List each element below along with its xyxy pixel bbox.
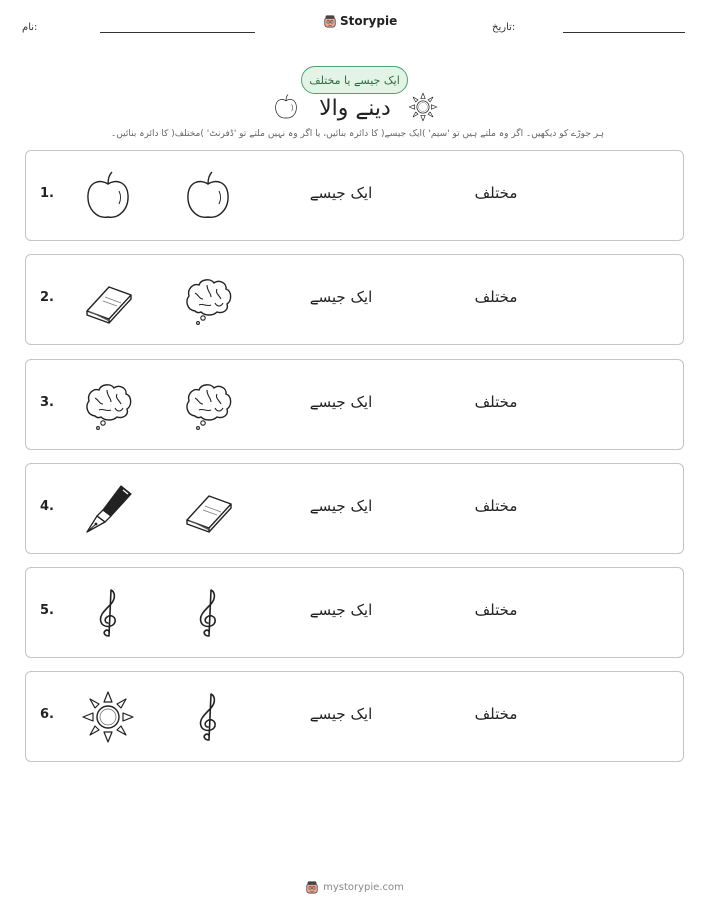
topic-pill: ایک جیسے یا مختلف — [301, 66, 408, 94]
date-line[interactable] — [563, 32, 685, 33]
different-option[interactable]: مختلف — [474, 288, 518, 306]
question-number: 6. — [40, 707, 54, 722]
mascot-icon — [323, 14, 337, 28]
name-label: نام: — [22, 22, 38, 33]
treble-clef-icon — [181, 586, 235, 640]
instructions: ہر جوڑے کو دیکھیں۔ اگر وہ ملتے ہیں تو 'سیم' )ایک جیسے( کا دائرہ بنائیں، یا اگر وہ نہیں ملتے تو 'ڈفرنٹ' )مختلف( کا دائرہ بنائیں۔ — [111, 129, 604, 139]
name-line[interactable] — [100, 32, 255, 33]
book-icon — [181, 482, 235, 536]
treble-clef-icon — [81, 586, 135, 640]
same-option[interactable]: ایک جیسے — [309, 601, 373, 619]
same-option[interactable]: ایک جیسے — [309, 497, 373, 515]
footer-url[interactable]: mystorypie.com — [323, 881, 404, 893]
question-row — [25, 463, 684, 554]
question-row — [25, 150, 684, 241]
question-number: 4. — [40, 499, 54, 514]
question-number: 3. — [40, 395, 54, 410]
apple-icon — [272, 93, 300, 121]
date-label: تاریخ: — [492, 22, 516, 33]
question-row — [25, 567, 684, 658]
same-option[interactable]: ایک جیسے — [309, 393, 373, 411]
apple-icon — [81, 169, 135, 223]
different-option[interactable]: مختلف — [474, 184, 518, 202]
question-number: 1. — [40, 186, 54, 201]
book-icon — [81, 273, 135, 327]
question-number: 2. — [40, 290, 54, 305]
pen-icon — [81, 482, 135, 536]
sun-icon — [81, 690, 135, 744]
brain-icon — [181, 378, 235, 432]
same-option[interactable]: ایک جیسے — [309, 184, 373, 202]
worksheet-header — [0, 0, 709, 50]
brain-icon — [81, 378, 135, 432]
different-option[interactable]: مختلف — [474, 393, 518, 411]
treble-clef-icon — [181, 690, 235, 744]
brand-logo — [323, 14, 397, 28]
question-row — [25, 671, 684, 762]
question-number: 5. — [40, 603, 54, 618]
brain-icon — [181, 273, 235, 327]
worksheet-title: دینے والا — [319, 96, 391, 121]
different-option[interactable]: مختلف — [474, 705, 518, 723]
brand-name: Storypie — [340, 14, 398, 28]
mascot-icon — [305, 880, 319, 894]
same-option[interactable]: ایک جیسے — [309, 705, 373, 723]
apple-icon — [181, 169, 235, 223]
different-option[interactable]: مختلف — [474, 497, 518, 515]
question-row — [25, 359, 684, 450]
same-option[interactable]: ایک جیسے — [309, 288, 373, 306]
sun-icon — [408, 92, 438, 122]
footer — [0, 880, 709, 894]
different-option[interactable]: مختلف — [474, 601, 518, 619]
question-row — [25, 254, 684, 345]
